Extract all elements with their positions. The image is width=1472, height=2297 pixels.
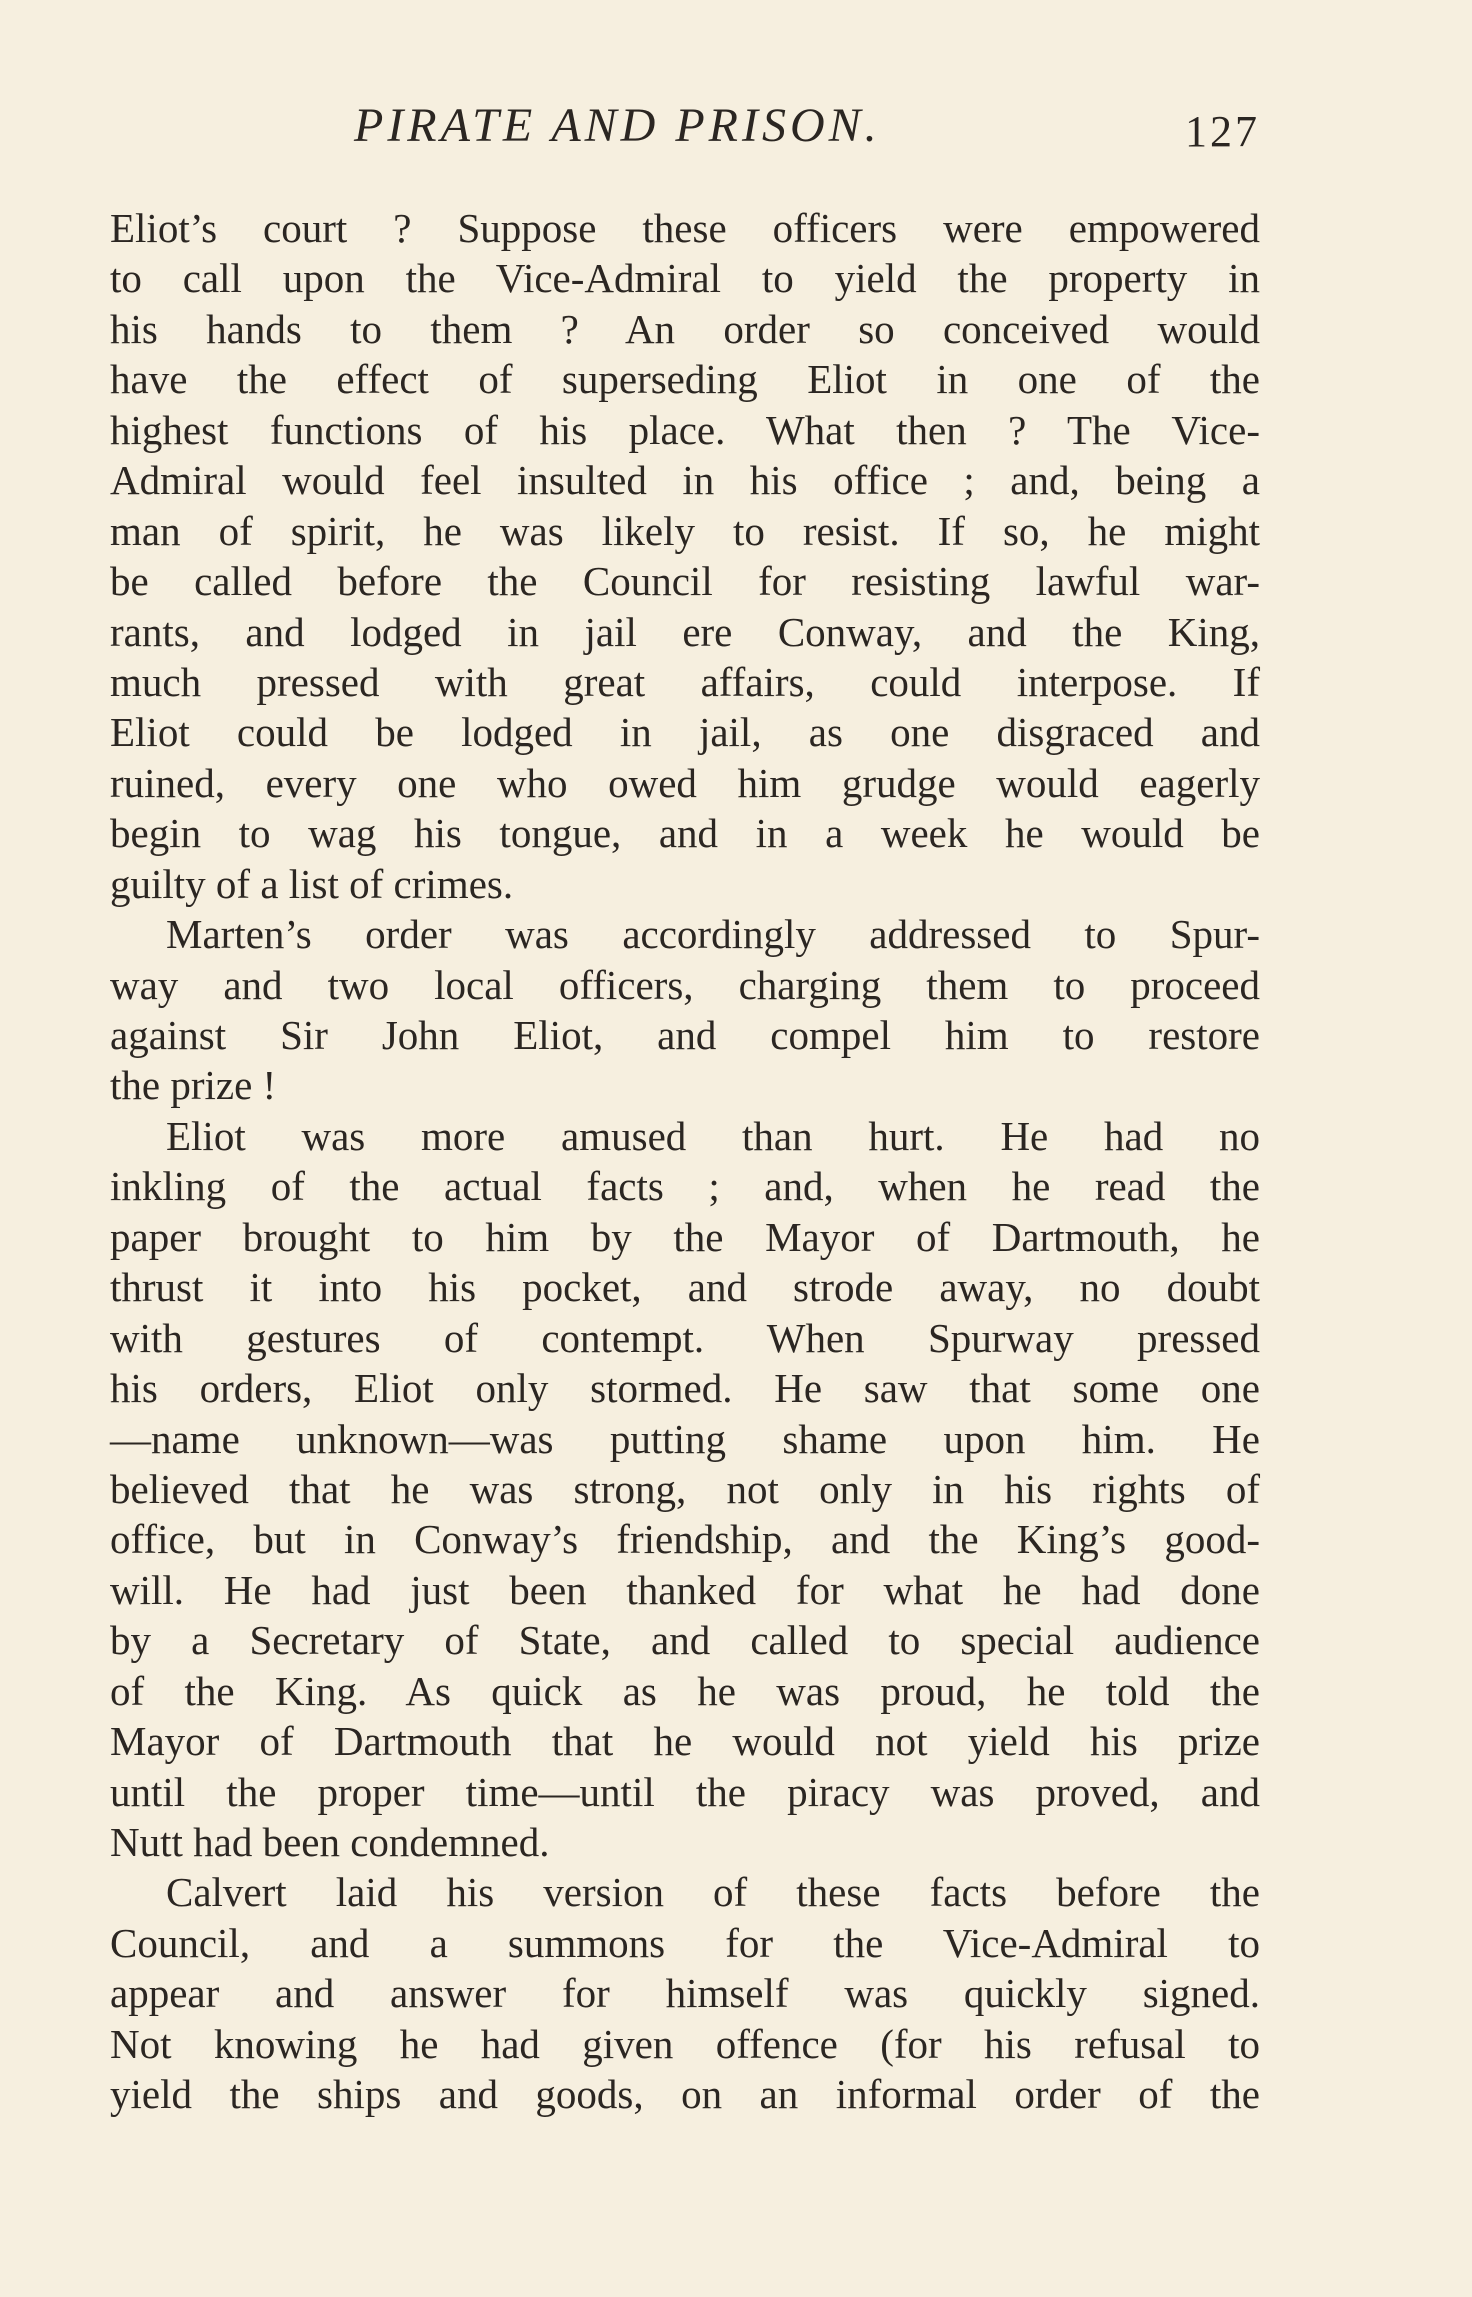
text-line: highest functions of his place. What then ? The Vice-	[110, 406, 1260, 453]
text-line: Eliot’s court ? Suppose these officers were empowered	[110, 205, 1260, 251]
text-line: have the effect of superseding Eliot in one of the	[110, 356, 1260, 403]
text-line: guilty of a list of crimes.	[110, 860, 514, 907]
text-line: paper brought to him by the Mayor of Dartmouth, he	[110, 1213, 1260, 1260]
text-line: Mayor of Dartmouth that he would not yield his prize	[110, 1718, 1260, 1765]
text-line: against Sir John Eliot, and compel him to restore	[110, 1012, 1260, 1058]
text-line: office, but in Conway’s friendship, and the King’s good-	[110, 1516, 1260, 1563]
running-head	[110, 96, 1260, 156]
text-line: man of spirit, he was likely to resist. If so, he might	[110, 507, 1260, 554]
text-line: way and two local officers, charging them to proceed	[110, 961, 1260, 1008]
text-line: Eliot was more amused than hurt. He had no	[166, 1112, 1260, 1159]
text-line: —name unknown—was putting shame upon him. He	[110, 1415, 1260, 1462]
text-line: Marten’s order was accordingly addressed to Spur-	[166, 911, 1260, 958]
text-line: much pressed with great affairs, could interpose. If	[110, 658, 1260, 705]
text-line: with gestures of contempt. When Spurway pressed	[110, 1314, 1260, 1361]
text-line: rants, and lodged in jail ere Conway, and the King,	[110, 608, 1260, 655]
running-head-title: PIRATE AND PRISON.	[354, 99, 881, 152]
text-line: the prize !	[110, 1062, 277, 1109]
body-text	[110, 203, 1260, 2120]
text-line: thrust it into his pocket, and strode away, no doubt	[110, 1264, 1260, 1311]
text-line: his orders, Eliot only stormed. He saw that some one	[110, 1365, 1260, 1412]
page-number: 127	[1185, 107, 1260, 156]
text-line: believed that he was strong, not only in his rights of	[110, 1465, 1260, 1512]
text-line: to call upon the Vice-Admiral to yield the property in	[110, 255, 1260, 302]
text-line: Eliot could be lodged in jail, as one disgraced and	[110, 709, 1260, 756]
text-line: yield the ships and goods, on an informal order of the	[110, 2071, 1260, 2118]
text-line: will. He had just been thanked for what he had done	[110, 1566, 1260, 1613]
text-line: inkling of the actual facts ; and, when he read the	[110, 1163, 1260, 1210]
text-line: ruined, every one who owed him grudge would eagerly	[110, 759, 1260, 806]
text-line: Nutt had been condemned.	[110, 1819, 550, 1865]
text-line: until the proper time—until the piracy was proved, and	[110, 1768, 1260, 1815]
text-line: his hands to them ? An order so conceived would	[110, 305, 1260, 352]
text-line: by a Secretary of State, and called to special audience	[110, 1617, 1260, 1664]
text-line: Admiral would feel insulted in his office ; and, being a	[110, 457, 1260, 504]
text-line: Calvert laid his version of these facts before the	[166, 1869, 1260, 1916]
text-line: be called before the Council for resisting lawful war-	[110, 558, 1260, 605]
text-line: Not knowing he had given offence (for his refusal to	[110, 2020, 1260, 2067]
text-line: Council, and a summons for the Vice-Admiral to	[110, 1919, 1260, 1966]
text-line: of the King. As quick as he was proud, he told the	[110, 1667, 1260, 1714]
text-line: begin to wag his tongue, and in a week he would be	[110, 810, 1260, 857]
text-line: appear and answer for himself was quickly signed.	[110, 1970, 1260, 2017]
